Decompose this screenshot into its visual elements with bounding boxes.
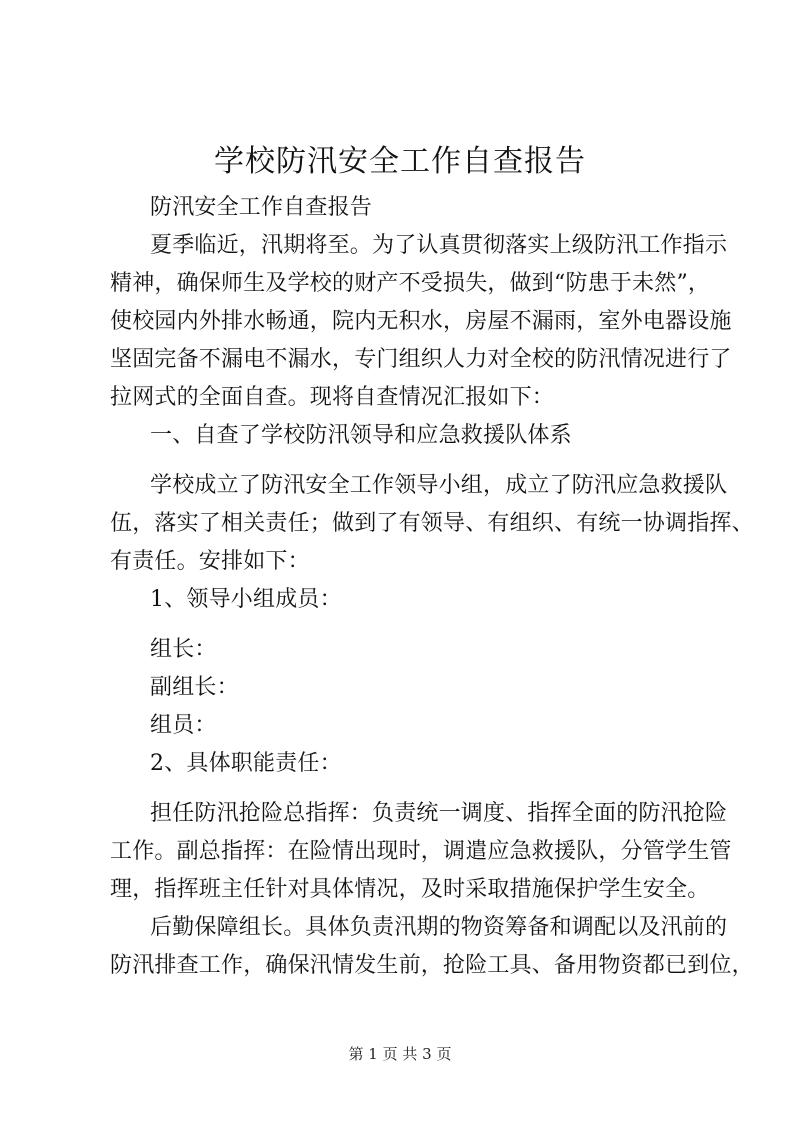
list-item: 1、领导小组成员： xyxy=(150,587,342,612)
list-item: 组员： xyxy=(150,713,217,738)
paragraph-line: 拉网式的全面自查。现将自查情况汇报如下： xyxy=(110,385,555,410)
paragraph-heading-line: 防汛安全工作自查报告 xyxy=(150,195,373,220)
paragraph-line: 工作。副总指挥：在险情出现时，调遣应急救援队，分管学生管 xyxy=(110,839,732,864)
document-title: 学校防汛安全工作自查报告 xyxy=(214,144,586,179)
paragraph-line: 防汛排查工作，确保汛情发生前，抢险工具、备用物资都已到位， xyxy=(110,953,754,978)
paragraph-line: 学校成立了防汛安全工作领导小组，成立了防汛应急救援队 xyxy=(150,473,728,498)
page-number-footer: 第 1 页 共 3 页 xyxy=(348,1045,452,1063)
paragraph-line: 精神，确保师生及学校的财产不受损失，做到“防患于未然”， xyxy=(110,271,711,296)
paragraph-line: 后勤保障组长。具体负责汛期的物资筹备和调配以及汛前的 xyxy=(150,915,728,940)
paragraph-line: 坚固完备不漏电不漏水，专门组织人力对全校的防汛情况进行了 xyxy=(110,347,732,372)
paragraph-line: 担任防汛抢险总指挥：负责统一调度、指挥全面的防汛抢险 xyxy=(150,801,728,826)
section-heading: 一、自查了学校防汛领导和应急救援队体系 xyxy=(150,423,572,448)
paragraph-line: 使校园内外排水畅通，院内无积水，房屋不漏雨，室外电器设施 xyxy=(110,309,732,334)
paragraph-line: 伍，落实了相关责任；做到了有领导、有组织、有统一协调指挥、 xyxy=(110,511,754,536)
paragraph-line: 夏季临近，汛期将至。为了认真贯彻落实上级防汛工作指示 xyxy=(150,233,728,258)
list-item: 副组长： xyxy=(150,675,239,700)
list-item: 组长： xyxy=(150,637,217,662)
list-item: 2、具体职能责任： xyxy=(150,751,342,776)
paragraph-line: 有责任。安排如下： xyxy=(110,549,310,574)
paragraph-line: 理，指挥班主任针对具体情况，及时采取措施保护学生安全。 xyxy=(110,877,710,902)
